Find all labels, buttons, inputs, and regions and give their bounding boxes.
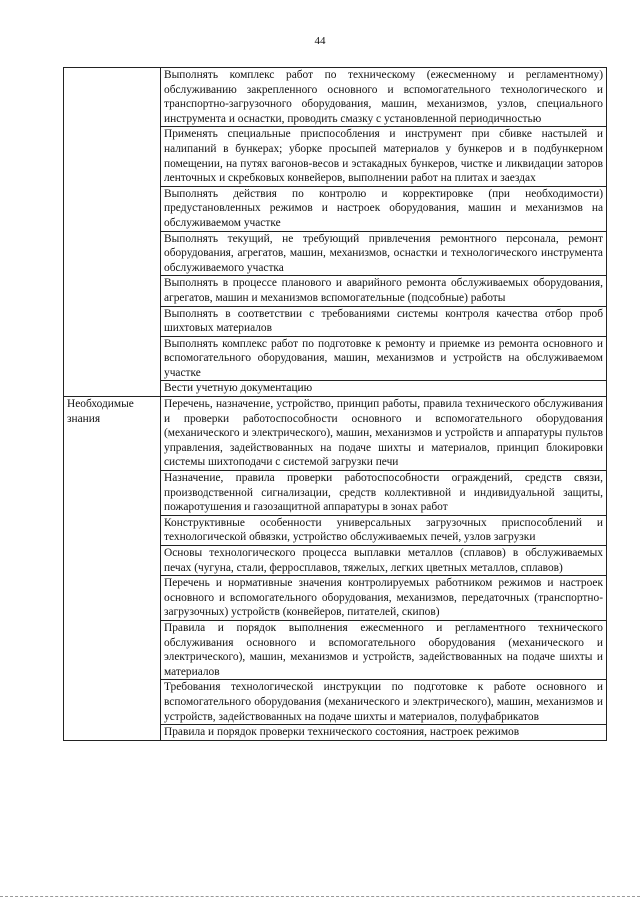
requirements-table	[63, 67, 607, 741]
row-text-cell: Выполнять комплекс работ по подготовке к ремонту и приемке из ремонта основного и вспомогательного оборудования, машин, механизмов и устройств на обслуживаемом участке	[161, 336, 607, 381]
required-knowledge-label: Необходимые знания	[64, 397, 161, 741]
row-text-cell: Выполнять текущий, не требующий привлечения ремонтного персонала, ремонт оборудования, агрегатов, машин, механизмов, оснастки и технологического инструмента обслуживаемого участка	[161, 231, 607, 276]
row-text-cell: Основы технологического процесса выплавки металлов (сплавов) в обслуживаемых печах (чугуна, стали, ферросплавов, тяжелых, легких цветных металлов, сплавов)	[161, 546, 607, 576]
row-text-cell: Назначение, правила проверки работоспособности ограждений, средств связи, производственной сигнализации, средств коллективной и индивидуальной защиты, пожаротушения и газозащитной аппаратуры в зонах работ	[161, 471, 607, 516]
row-text-cell: Правила и порядок выполнения ежесменного и регламентного технического обслуживания основного и вспомогательного оборудования (механического и электрического), машин, механизмов и устройств, задействованных на подаче шихты и материалов	[161, 620, 607, 679]
table-row	[64, 68, 607, 127]
row-text-cell: Вести учетную документацию	[161, 381, 607, 397]
row-text-cell: Требования технологической инструкции по подготовке к работе основного и вспомогательного оборудования (механического и электрического), машин, механизмов и устройств, задействованных на подаче шихты и материалов, полуфабрикатов	[161, 680, 607, 725]
row-text-cell: Выполнять в процессе планового и аварийного ремонта обслуживаемых оборудования, агрегатов, машин и механизмов вспомогательные (подсобные) работы	[161, 276, 607, 306]
row-text-cell: Выполнять в соответствии с требованиями системы контроля качества отбор проб шихтовых материалов	[161, 306, 607, 336]
row-text-cell: Правила и порядок проверки технического состояния, настроек режимов	[161, 725, 607, 741]
page-bottom-divider	[0, 896, 640, 898]
row-text-cell: Перечень и нормативные значения контролируемых работником режимов и настроек основного и вспомогательного оборудования, механизмов, передаточных (транспортно-загрузочных) устройств (конвейеров, питателей, скипов)	[161, 576, 607, 621]
row-text-cell: Выполнять действия по контролю и корректировке (при необходимости) предустановленных режимов и настроек оборудования, машин и механизмов на обслуживаемом участке	[161, 186, 607, 231]
row-text-cell: Выполнять комплекс работ по техническому (ежесменному и регламентному) обслуживанию закрепленного основного и вспомогательного технологического и транспортно-загрузочного оборудования, машин, механизмов, узлов, специального инструмента и оснастки, проводить смазку с установленной периодичностью	[161, 68, 607, 127]
table-row	[64, 397, 607, 471]
row-text-cell: Перечень, назначение, устройство, принцип работы, правила технического обслуживания и проверки работоспособности основного и вспомогательного оборудования (механического и электрического), машин, механизмов и устройств и аппаратуры пультов управления, задействованных на подаче шихты и материалов, принцип блокировки системы шихтоподачи с системой загрузки печи	[161, 397, 607, 471]
page-number: 44	[314, 35, 326, 47]
row-label-cell	[64, 68, 161, 397]
row-text-cell: Применять специальные приспособления и инструмент при сбивке настылей и налипаний в бункерах; уборке просыпей материалов у бункеров и в подбункерном помещении, на путях вагонов-весов и эстакадных бункеров, чистке и ликвидации заторов ленточных и скребковых конвейеров, выполнении работ на плитах и заездах	[161, 127, 607, 186]
row-text-cell: Конструктивные особенности универсальных загрузочных приспособлений и технологической обвязки, устройство обслуживаемых печей, узлов загрузки	[161, 515, 607, 545]
